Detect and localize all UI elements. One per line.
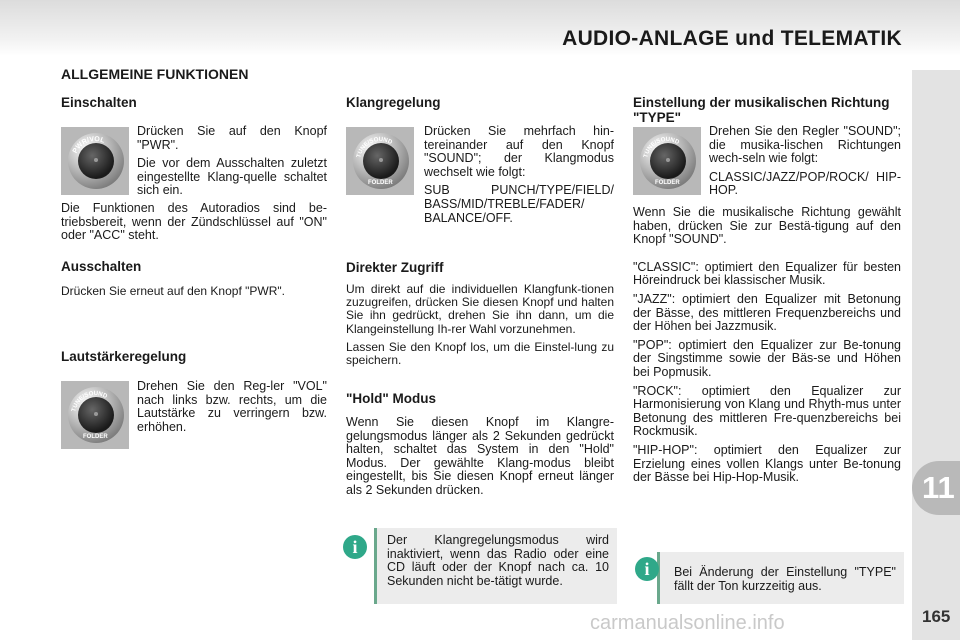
watermark: carmanualsonline.info [590, 612, 785, 634]
typ-p5: "JAZZ": optimiert den Equalizer mit Betonung der Bässe, des mittleren Frequenzbereichs und der Höhen bei Jazzmusik. [633, 291, 901, 334]
svg-text:TUNE/SOUND [356, 137, 393, 159]
typ-p6: "POP": optimiert den Equalizer zur Be-tonung der Singstimme sowie der Bäs-se und Höhen bei Popmusik. [633, 337, 901, 379]
svg-text:PWR/VOL [72, 136, 106, 155]
typ-p2: CLASSIC/JAZZ/POP/ROCK/ HIP-HOP. [709, 169, 901, 198]
direkt-p2: Lassen Sie den Knopf los, um die Einstel-lung zu speichern. [346, 339, 614, 368]
svg-text:TUNE/SOUND [643, 137, 680, 159]
typ-p4: "CLASSIC": optimiert den Equalizer für besten Höreindruck bei klassischer Musik. [633, 259, 901, 288]
info1-text: Der Klangregelungsmodus wird inaktiviert, wenn das Radio oder eine CD läuft oder der Knopf nach ca. 10 Sekunden nicht be-tätigt wurde. [387, 533, 609, 588]
klang-heading: Klangregelung [346, 95, 441, 110]
svg-text:TUNE/SOUND [71, 391, 108, 413]
direkt-heading: Direkter Zugriff [346, 260, 444, 275]
info2-text: Bei Änderung der Einstellung "TYPE" fällt der Ton kurzzeitig aus. [674, 565, 896, 593]
info-box-1 [374, 528, 617, 604]
einschalten-heading: Einschalten [61, 95, 137, 110]
typ-heading: Einstellung der musikalischen Richtung "TYPE" [633, 95, 890, 125]
einschalten-text-block [137, 125, 327, 203]
info-icon: i [343, 535, 367, 559]
direkt-text-block [346, 283, 614, 372]
pwr-vol-knob-image [61, 127, 129, 195]
lautstaerke-heading: Lautstärkeregelung [61, 349, 187, 364]
knob-label-tune-3: TUNE/SOUND [643, 136, 680, 159]
einschalten-p2: Die vor dem Ausschalten zuletzt eingestellte Klang-quelle schaltet sich ein. [137, 156, 327, 198]
sound-knob-image-2 [633, 127, 701, 195]
typ-p3: Wenn Sie die musikalische Richtung gewählt haben, drücken Sie zur Bestä-tigung auf den Knopf "SOUND". [633, 205, 901, 247]
section-title: ALLGEMEINE FUNKTIONEN [61, 66, 249, 82]
typ-text-block-2 [633, 206, 901, 490]
hold-heading: "Hold" Modus [346, 391, 437, 406]
tune-sound-knob-image [61, 381, 129, 449]
knob-label-folder-2: FOLDER [368, 180, 393, 186]
klang-p1: Drücken Sie mehrfach hin-tereinander auf den Knopf "SOUND"; der Klangmodus wechselt wie folgt: [424, 124, 614, 179]
einschalten-p3: Die Funktionen des Autoradios sind be-triebsbereit, wenn der Zündschlüssel auf "ON" oder "ACC" steht. [61, 201, 327, 243]
knob-label-folder-3: FOLDER [655, 180, 680, 186]
klang-text-block [424, 125, 614, 230]
knob-label-pwr: PWR/VOL [71, 135, 106, 155]
ausschalten-p1: Drücken Sie erneut auf den Knopf "PWR". [61, 284, 285, 298]
lautstaerke-text-block [137, 380, 327, 439]
knob-label-folder-1: FOLDER [83, 434, 108, 440]
page-number: 165 [922, 607, 951, 626]
right-margin-strip [912, 70, 960, 640]
hold-text-block [346, 416, 614, 503]
hold-p1: Wenn Sie diesen Knopf im Klangre-gelungsmodus länger als 2 Sekunden gedrückt halten, schaltet das System in den "Hold" Modus. Der gewählte Klang-modus bleibt eingestellt, bis Sie diesen Knopf erneut länger als 2 Sekunden drücken. [346, 415, 614, 497]
chapter-tab [912, 461, 960, 515]
lautstaerke-p1: Drehen Sie den Reg-ler "VOL" nach links bzw. rechts, um die Lautstärke zu verringern bzw. erhöhen. [137, 379, 327, 434]
direkt-p1: Um direkt auf die individuellen Klangfunk-tionen zuzugreifen, drücken Sie diesen Knopf und halten Sie ihn gedrückt, drehen Sie ihn dann, um die Klangeinstellung Ih-rer Wahl vorzunehmen. [346, 282, 614, 336]
ausschalten-heading: Ausschalten [61, 259, 142, 274]
typ-text-block-1 [709, 125, 901, 203]
ausschalten-text-block [61, 285, 331, 304]
knob-label-tune-1: TUNE/SOUND [71, 390, 108, 413]
typ-p7: "ROCK": optimiert den Equalizer zur Harmonisierung von Klang und Rhyth-mus unter Betonung des mittleren Fre-quenzbereichs bei Rockmusik. [633, 383, 901, 439]
info-box-2 [657, 552, 904, 604]
chapter-number: 11 [922, 470, 955, 505]
page-header-title: AUDIO-ANLAGE und TELEMATIK [562, 27, 902, 50]
einschalten-text-block-2 [61, 202, 327, 248]
typ-p8: "HIP-HOP": optimiert den Equalizer zur Erzielung eines vollen Klangs unter Be-tonung der Bässe bei Hip-Hop-Musik. [633, 442, 901, 485]
knob-label-tune-2: TUNE/SOUND [356, 136, 393, 159]
typ-p1: Drehen Sie den Regler "SOUND"; die musika-lischen Richtungen wech-seln wie folgt: [709, 124, 901, 166]
sound-knob-image [346, 127, 414, 195]
info-icon-2: i [635, 557, 659, 581]
klang-p2: SUB PUNCH/TYPE/FIELD/ BASS/MID/TREBLE/FADER/ BALANCE/OFF. [424, 183, 614, 225]
einschalten-p1: Drücken Sie auf den Knopf "PWR". [137, 124, 327, 152]
